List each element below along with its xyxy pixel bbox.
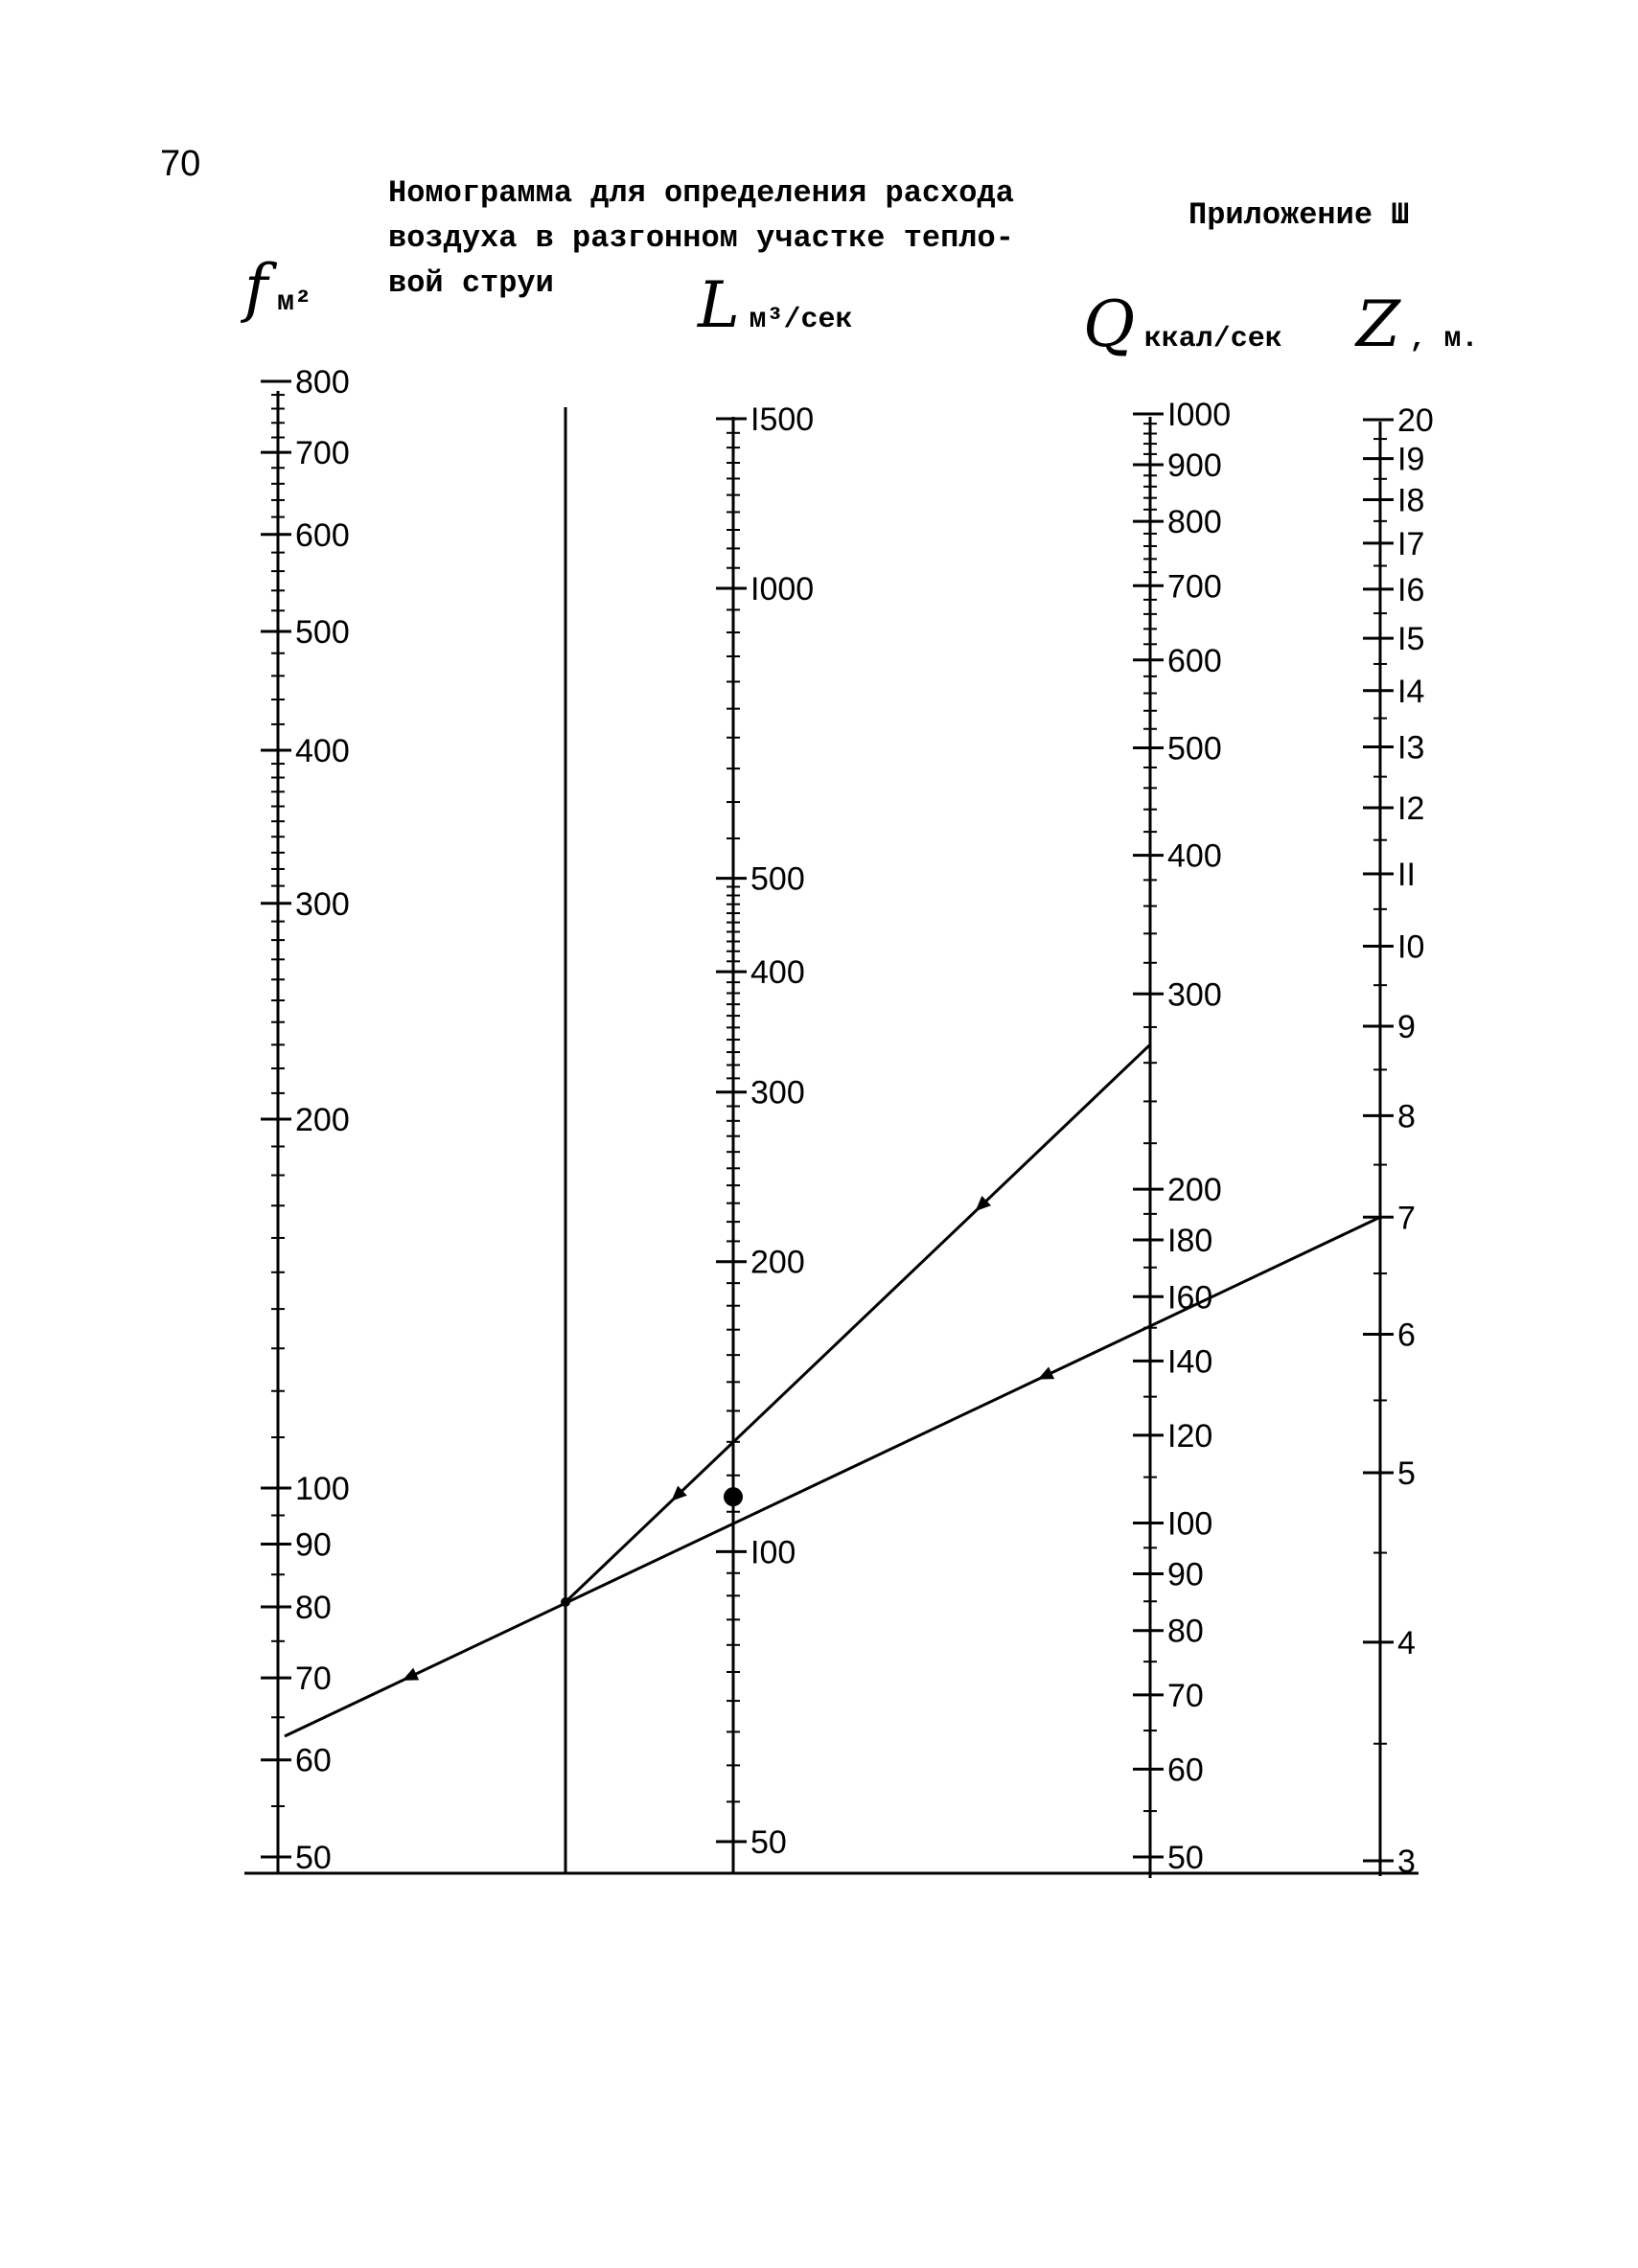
- f-tick-label: 800: [295, 364, 350, 401]
- f-tick-label: 70: [295, 1661, 332, 1698]
- f-tick-label: 700: [295, 435, 350, 472]
- example-result-point: [724, 1487, 743, 1506]
- f-tick-label: 500: [295, 614, 350, 652]
- f-tick-label: 400: [295, 733, 350, 769]
- z-tick-label: I2: [1397, 790, 1425, 827]
- l-tick-label: 200: [750, 1244, 805, 1281]
- l-tick-label: 400: [750, 954, 805, 992]
- title-line-2: воздуха в разгонном участке тепло-: [388, 220, 1014, 256]
- f-tick-label: 90: [295, 1526, 332, 1564]
- q-tick-label: 500: [1167, 730, 1222, 767]
- example-pivot-point: [561, 1597, 570, 1607]
- z-tick-label: I5: [1397, 621, 1425, 658]
- z-tick-label: 6: [1397, 1317, 1416, 1354]
- example-line-q-to-pivot: [565, 1044, 1150, 1602]
- title-line-1: Номограмма для определения расхода: [388, 175, 1014, 211]
- f-tick-label: 200: [295, 1102, 350, 1138]
- l-tick-label: I000: [750, 571, 815, 608]
- z-tick-label: I3: [1397, 729, 1425, 767]
- f-symbol: f: [244, 251, 268, 325]
- l-tick-label: 300: [750, 1074, 805, 1111]
- q-tick-label: I000: [1167, 397, 1232, 433]
- z-tick-label: I4: [1397, 673, 1425, 710]
- q-tick-label: I40: [1167, 1343, 1213, 1381]
- z-tick-label: I0: [1397, 928, 1425, 966]
- f-tick-label: 300: [295, 885, 350, 923]
- f-unit: м²: [277, 286, 312, 319]
- l-tick-label: 50: [750, 1824, 787, 1861]
- q-tick-label: 70: [1167, 1677, 1204, 1714]
- f-tick-label: 50: [295, 1840, 332, 1876]
- q-tick-label: 60: [1167, 1752, 1204, 1789]
- q-tick-label: I80: [1167, 1223, 1213, 1260]
- q-tick-label: 400: [1167, 837, 1222, 875]
- q-symbol: Q: [1083, 287, 1136, 361]
- z-tick-label: 3: [1397, 1844, 1416, 1880]
- z-tick-label: I9: [1397, 441, 1425, 478]
- z-tick-label: 8: [1397, 1098, 1416, 1135]
- q-tick-label: 80: [1167, 1613, 1204, 1650]
- z-tick-label: 4: [1397, 1624, 1416, 1661]
- q-tick-label: 800: [1167, 504, 1222, 541]
- q-tick-label: 900: [1167, 447, 1222, 484]
- l-unit: м³/сек: [749, 304, 853, 336]
- example-line-z-to-f: [285, 1217, 1380, 1736]
- q-tick-label: I60: [1167, 1279, 1213, 1317]
- f-tick-label: 80: [295, 1589, 332, 1626]
- l-symbol: L: [698, 268, 740, 342]
- z-tick-label: 9: [1397, 1009, 1416, 1046]
- appendix-label: Приложение Ш: [1188, 197, 1410, 233]
- q-unit: ккал/сек: [1143, 323, 1282, 355]
- z-unit: , м.: [1409, 323, 1479, 355]
- q-tick-label: 200: [1167, 1172, 1222, 1209]
- l-tick-label: I500: [750, 401, 815, 438]
- q-tick-label: 600: [1167, 642, 1222, 679]
- z-tick-label: 20: [1397, 402, 1434, 439]
- z-tick-label: I8: [1397, 482, 1425, 519]
- q-tick-label: I20: [1167, 1417, 1213, 1455]
- f-tick-label: 600: [295, 516, 350, 554]
- z-tick-label: 5: [1397, 1455, 1416, 1493]
- f-tick-label: 60: [295, 1742, 332, 1779]
- title-line-3: вой струи: [388, 265, 554, 301]
- z-tick-label: I6: [1397, 571, 1425, 608]
- q-tick-label: 90: [1167, 1556, 1204, 1593]
- l-tick-label: 500: [750, 860, 805, 898]
- q-tick-label: 300: [1167, 976, 1222, 1014]
- z-tick-label: II: [1397, 856, 1416, 893]
- f-tick-label: 100: [295, 1471, 350, 1507]
- q-tick-label: 700: [1167, 568, 1222, 606]
- q-tick-label: 50: [1167, 1840, 1204, 1876]
- z-tick-label: 7: [1397, 1200, 1416, 1237]
- q-tick-label: I00: [1167, 1505, 1213, 1543]
- l-tick-label: I00: [750, 1534, 796, 1571]
- z-symbol: Z: [1356, 287, 1400, 361]
- z-tick-label: I7: [1397, 525, 1425, 562]
- page-number: 70: [160, 144, 201, 184]
